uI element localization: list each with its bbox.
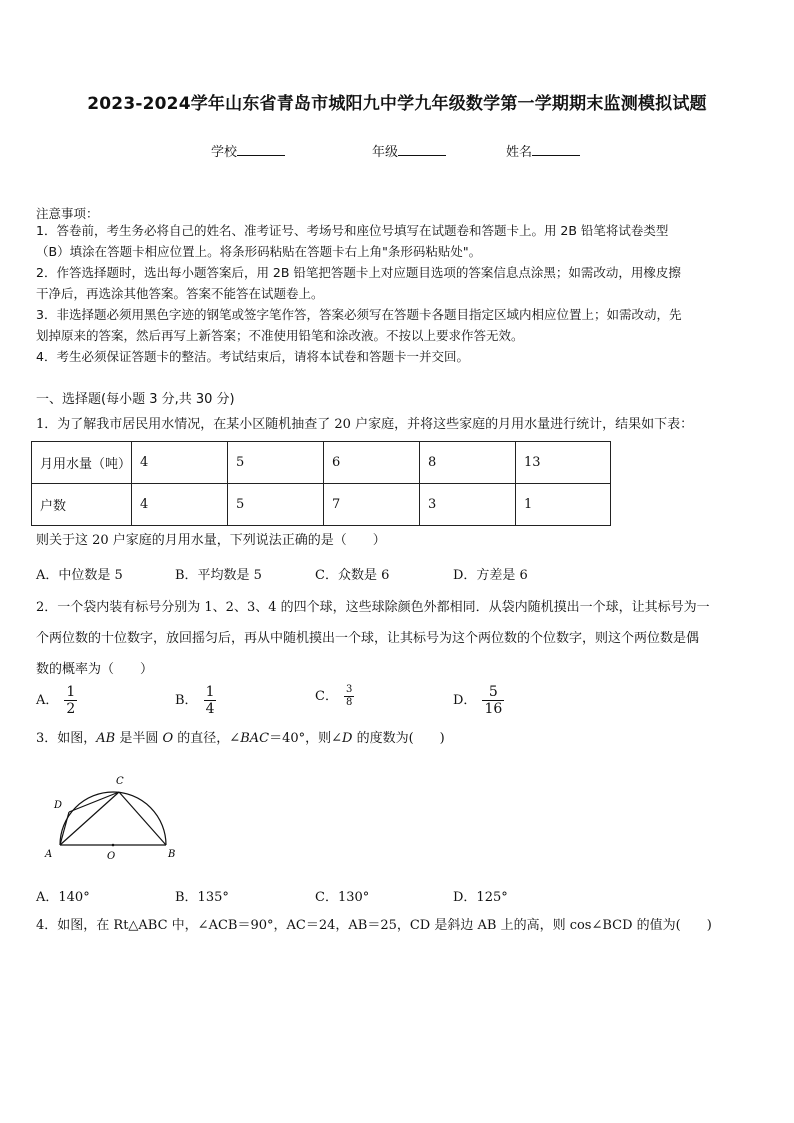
- name-field[interactable]: [506, 141, 580, 160]
- grade-field[interactable]: [372, 141, 446, 160]
- q2-option-b[interactable]: [175, 684, 216, 717]
- var-ab: AB: [96, 731, 116, 746]
- option-label: B．: [175, 693, 198, 708]
- option-label: A．: [36, 693, 59, 708]
- grade-blank[interactable]: [398, 143, 446, 156]
- q2-line: 个两位数的十位数字，放回摇匀后，再从中随机摸出一个球，让其标号为这个两位数的个位数字，则这个两位数是偶: [36, 631, 700, 646]
- grade-label: 年级: [372, 145, 399, 160]
- semicircle-arc: [60, 792, 166, 845]
- notice-line: 2．作答选择题时，选出每小题答案后，用 2B 铅笔把答题卡上对应题目选项的答案信息点涂黑；如需改动，用橡皮擦: [36, 265, 681, 280]
- semicircle-figure: [40, 766, 190, 866]
- q1-table: [31, 441, 611, 526]
- table-cell: 7: [324, 484, 420, 526]
- option-label: D．: [453, 693, 477, 708]
- label-o: O: [107, 851, 116, 862]
- text: 3．如图，: [36, 731, 97, 746]
- numerator: 1: [205, 684, 215, 700]
- name-blank[interactable]: [532, 143, 580, 156]
- q1-option-a[interactable]: A．中位数是 5: [36, 568, 123, 583]
- q3-option-c[interactable]: C．130°: [315, 890, 370, 905]
- school-label: 学校: [211, 145, 238, 160]
- table-cell: 5: [228, 484, 324, 526]
- text: 的度数为( ): [352, 731, 445, 746]
- label-d: D: [54, 800, 63, 811]
- numerator: 1: [66, 684, 76, 700]
- label-c: C: [116, 776, 124, 787]
- q2-line: 2．一个袋内装有标号分别为 1、2、3、4 的四个球，这些球除颜色外都相同．从袋内随机摸出一个球，让其标号为一: [36, 600, 710, 615]
- denominator: 4: [205, 701, 215, 717]
- label-b: B: [168, 849, 176, 860]
- center-dot: [112, 844, 115, 847]
- table-cell: 4: [132, 442, 228, 484]
- exam-title: 2023-2024学年山东省青岛市城阳九中学九年级数学第一学期期末监测模拟试题: [87, 94, 707, 114]
- fraction: [64, 684, 77, 717]
- text: 是半圆: [115, 731, 163, 746]
- denominator: 8: [345, 697, 353, 708]
- q4-stem: 4．如图，在 Rt△ABC 中，∠ACB＝90°，AC＝24，AB＝25，CD 是斜边 AB 上的高，则 cos∠BCD 的值为( ): [36, 918, 712, 933]
- table-cell: 户数: [32, 484, 132, 526]
- q3-option-d[interactable]: D．125°: [453, 890, 508, 905]
- table-cell: 13: [516, 442, 611, 484]
- notice-list: [36, 220, 758, 367]
- q1-question: 则关于这 20 户家庭的月用水量，下列说法正确的是（ ）: [36, 533, 386, 548]
- table-cell: 4: [132, 484, 228, 526]
- chord-ad: [60, 812, 69, 845]
- table-cell: 6: [324, 442, 420, 484]
- q1-option-d[interactable]: D．方差是 6: [453, 568, 528, 583]
- q3-stem: [36, 728, 758, 750]
- table-cell: 月用水量（吨）: [32, 442, 132, 484]
- table-row: [32, 484, 611, 526]
- var-bac: BAC: [240, 731, 270, 746]
- option-label: C．: [315, 689, 338, 704]
- q2-option-a[interactable]: [36, 684, 77, 717]
- school-field[interactable]: [211, 141, 285, 160]
- table-cell: 8: [420, 442, 516, 484]
- table-row: [32, 442, 611, 484]
- label-a: A: [45, 849, 53, 860]
- q1-option-b[interactable]: B．平均数是 5: [175, 568, 262, 583]
- fraction: [482, 684, 504, 717]
- section-heading: 一、选择题(每小题 3 分,共 30 分): [36, 392, 235, 407]
- q2-line: 数的概率为（ ）: [36, 662, 154, 677]
- chord-ac: [60, 792, 119, 845]
- var-o: O: [162, 731, 174, 746]
- numerator: 3: [345, 684, 353, 695]
- notice-line: 4．考生必须保证答题卡的整洁。考试结束后，请将本试卷和答题卡一并交回。: [36, 349, 469, 364]
- notice-line: 干净后，再选涂其他答案。答案不能答在试题卷上。: [36, 286, 324, 301]
- fraction: [344, 684, 354, 709]
- q1-option-c[interactable]: C．众数是 6: [315, 568, 390, 583]
- q3-option-a[interactable]: A．140°: [36, 890, 90, 905]
- notice-line: 3．非选择题必须用黑色字迹的钢笔或签字笔作答，答案必须写在答题卡各题目指定区域内相应位置上；如需改动，先: [36, 307, 682, 322]
- fraction: [204, 684, 217, 717]
- table-cell: 1: [516, 484, 611, 526]
- notice-line: （B）填涂在答题卡相应位置上。将条形码粘贴在答题卡右上角"条形码粘贴处"。: [36, 244, 482, 259]
- denominator: 2: [66, 701, 76, 717]
- numerator: 5: [482, 684, 504, 701]
- denominator: 16: [484, 701, 503, 717]
- notice-line: 1．答卷前，考生务必将自己的姓名、准考证号、考场号和座位号填写在试题卷和答题卡上。用 2B 铅笔将试卷类型: [36, 223, 669, 238]
- name-label: 姓名: [506, 145, 533, 160]
- q1-stem: 1．为了解我市居民用水情况，在某小区随机抽查了 20 户家庭，并将这些家庭的月用水量进行统计，结果如下表：: [36, 417, 694, 432]
- text: 的直径，∠: [173, 731, 241, 746]
- notice-heading: 注意事项：: [36, 206, 99, 221]
- table-cell: 3: [420, 484, 516, 526]
- school-blank[interactable]: [237, 143, 285, 156]
- q2-option-c[interactable]: [315, 684, 354, 709]
- q3-option-b[interactable]: B．135°: [175, 890, 229, 905]
- table-cell: 5: [228, 442, 324, 484]
- q2-option-d[interactable]: [453, 684, 504, 717]
- var-d: D: [342, 731, 353, 746]
- text: ＝40°，则∠: [269, 731, 343, 746]
- q2-stem: [36, 592, 758, 685]
- notice-line: 划掉原来的答案，然后再写上新答案；不准使用铅笔和涂改液。不按以上要求作答无效。: [36, 328, 524, 343]
